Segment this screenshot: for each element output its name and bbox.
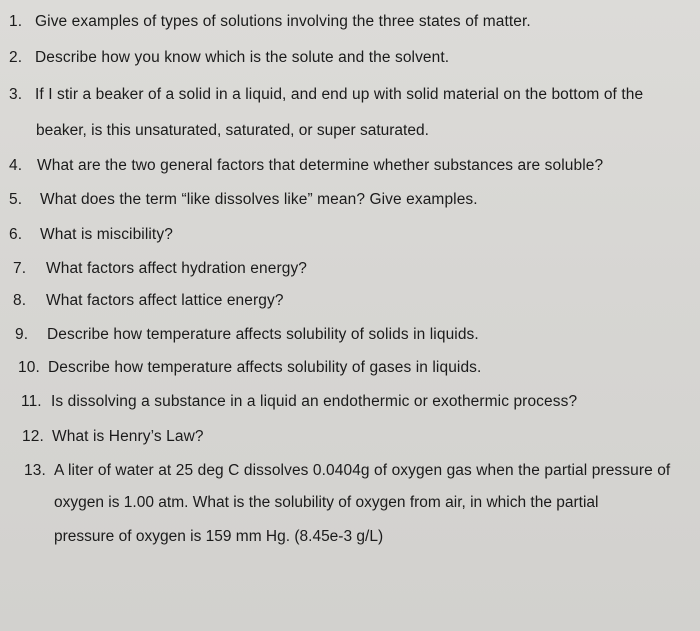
question-text: Describe how temperature affects solubility of gases in liquids. <box>48 359 482 376</box>
question-number: 5. <box>9 191 23 208</box>
question-2 <box>9 48 449 68</box>
question-number: 7. <box>13 260 27 277</box>
question-number: 6. <box>9 226 23 243</box>
question-10 <box>18 358 481 378</box>
question-6 <box>9 225 173 245</box>
question-number: 11. <box>21 393 42 410</box>
question-text: What does the term “like dissolves like” mean? Give examples. <box>40 191 478 208</box>
question-5 <box>9 190 478 210</box>
question-number: 10. <box>18 359 40 376</box>
question-text: If I stir a beaker of a solid in a liquid, and end up with solid material on the bottom of the <box>35 86 644 103</box>
question-4 <box>9 156 603 176</box>
question-number: 4. <box>9 157 23 174</box>
question-number: 9. <box>15 326 29 343</box>
question-11 <box>21 392 577 412</box>
question-7 <box>13 259 307 279</box>
question-9 <box>15 325 479 345</box>
question-13-continuation-1: oxygen is 1.00 atm. What is the solubility of oxygen from air, in which the partial <box>54 494 599 511</box>
question-12 <box>22 427 204 447</box>
question-13 <box>24 461 670 481</box>
question-text: A liter of water at 25 deg C dissolves 0.0404g of oxygen gas when the partial pressure of <box>54 462 671 479</box>
question-number: 8. <box>13 292 27 309</box>
question-text: What factors affect lattice energy? <box>46 292 284 309</box>
question-text: Describe how temperature affects solubility of solids in liquids. <box>47 326 479 343</box>
question-number: 1. <box>9 13 23 30</box>
question-13-continuation-2: pressure of oxygen is 159 mm Hg. (8.45e-3 g/L) <box>54 528 384 545</box>
question-text: What is miscibility? <box>40 226 173 243</box>
question-text: What are the two general factors that determine whether substances are soluble? <box>37 157 604 174</box>
question-3 <box>9 85 643 105</box>
question-text: Describe how you know which is the solute and the solvent. <box>35 49 450 66</box>
question-8 <box>13 291 284 311</box>
question-3-continuation: beaker, is this unsaturated, saturated, or super saturated. <box>36 122 429 139</box>
question-text: What factors affect hydration energy? <box>46 260 308 277</box>
question-number: 13. <box>24 462 46 479</box>
question-text: Is dissolving a substance in a liquid an endothermic or exothermic process? <box>51 393 578 410</box>
question-number: 2. <box>9 49 23 66</box>
question-number: 3. <box>9 86 23 103</box>
question-1 <box>9 12 531 32</box>
question-text: Give examples of types of solutions involving the three states of matter. <box>35 13 531 30</box>
question-text: What is Henry’s Law? <box>52 428 204 445</box>
question-number: 12. <box>22 428 44 445</box>
